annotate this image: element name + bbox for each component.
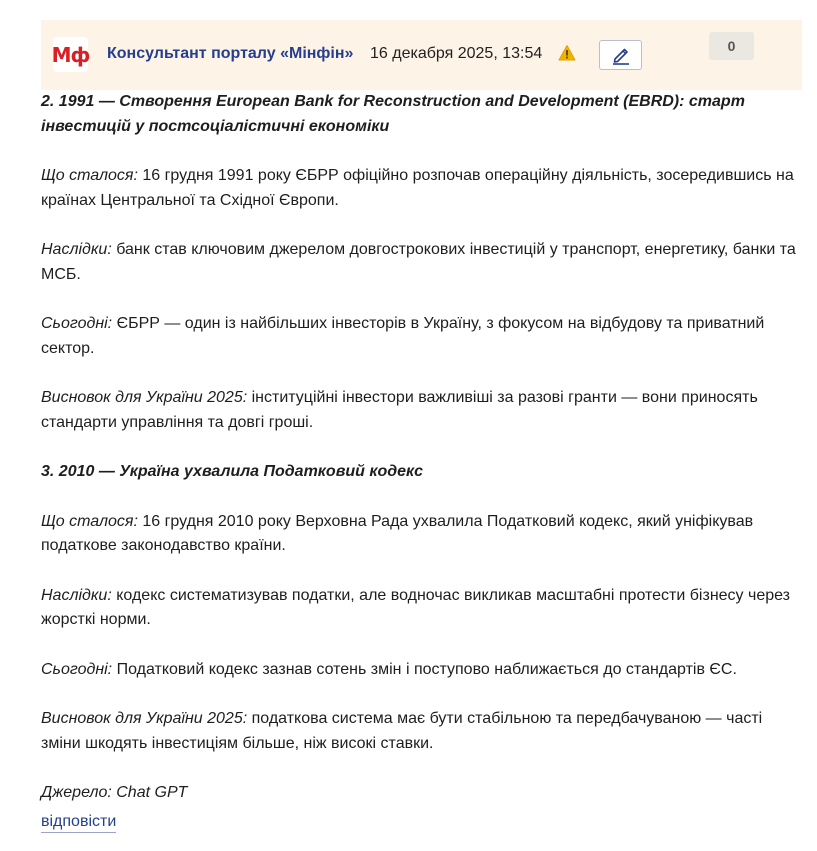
pencil-icon [610,45,632,65]
paragraph-conclusion: Висновок для України 2025: податкова система має бути стабільною та передбачуваною — часті зміни шкодять інвестиціям більше, ніж високі ставки. [41,710,763,752]
comment-body [41,90,806,834]
comment-date: 16 декабря 2025, 13:54 [370,45,543,62]
warning-icon[interactable] [558,44,576,62]
source-note: Джерело: Chat GPT [41,784,188,801]
paragraph-what-happened: Що сталося: 16 грудня 2010 року Верховна Рада ухвалила Податковий кодекс, який уніфікував податкове законодавство країни. [41,512,754,554]
reply-link[interactable]: відповісти [41,812,116,833]
author-link[interactable]: Консультант порталу «Мінфін» [107,45,354,62]
paragraph-today: Сьогодні: Податковий кодекс зазнав сотень змін і поступово наближається до стандартів ЄС. [41,660,737,678]
paragraph-today: Сьогодні: ЄБРР — один із найбільших інвесторів в Україну, з фокусом на відбудову та приватний сектор. [41,315,765,357]
paragraph-what-happened: Що сталося: 16 грудня 1991 року ЄБРР офіційно розпочав операційну діяльність, зосередившись на країнах Центральної та Східної Європи. [41,167,794,209]
paragraph-consequences: Наслідки: банк став ключовим джерелом довгострокових інвестицій у транспорт, енергетику, банки та МСБ. [41,241,796,283]
rating-counter[interactable]: 0 [709,32,754,60]
section-heading: 2. 1991 — Створення European Bank for Reconstruction and Development (EBRD): старт інвестицій у постсоціалістичні економіки [41,93,745,135]
section-heading: 3. 2010 — Україна ухвалила Податковий кодекс [41,463,424,480]
comment-header [41,20,802,90]
minfin-logo[interactable]: Мф [53,37,88,72]
edit-button[interactable] [599,40,642,70]
paragraph-consequences: Наслідки: кодекс систематизував податки, але водночас викликав масштабні протести бізнесу через жорсткі норми. [41,586,791,628]
paragraph-conclusion: Висновок для України 2025: інституційні інвестори важливіші за разові гранти — вони приносять стандарти управління та довгі гроші. [41,389,758,431]
